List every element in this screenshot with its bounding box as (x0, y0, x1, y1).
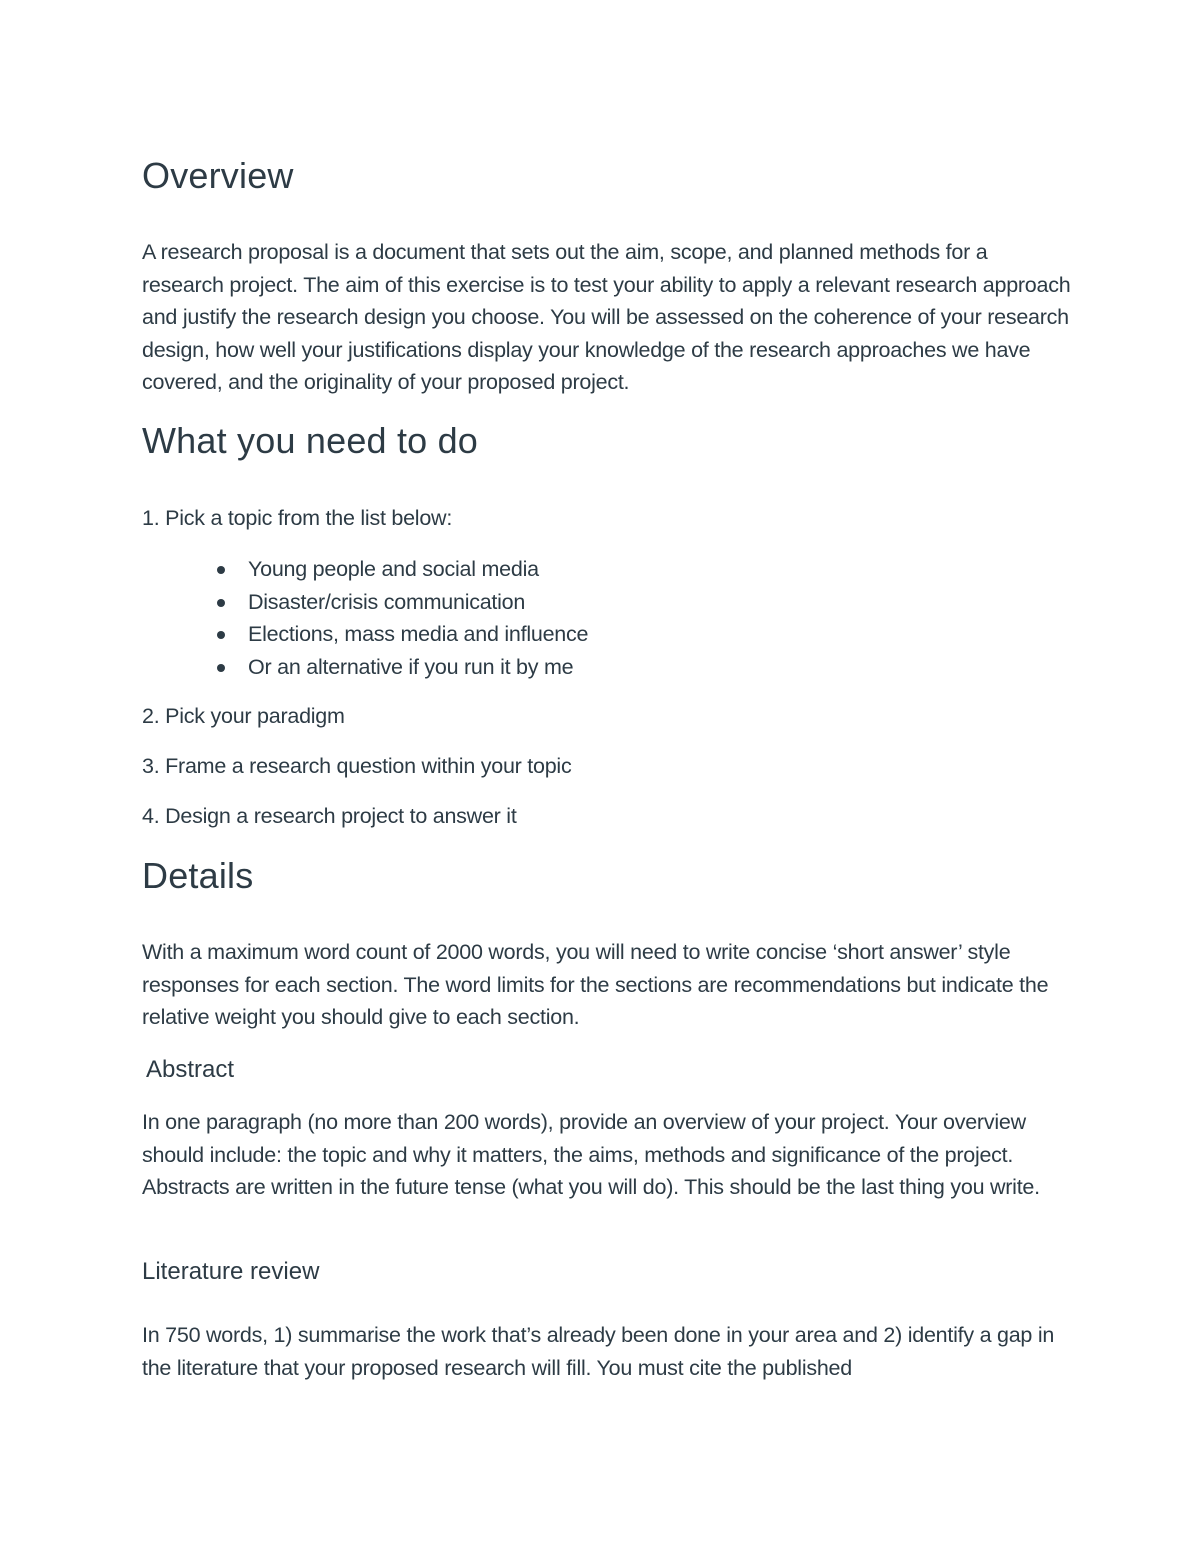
topic-label: Elections, mass media and influence (248, 622, 589, 646)
step-3: 3. Frame a research question within your topic (142, 754, 572, 778)
step-1: 1. Pick a topic from the list below: (142, 506, 453, 530)
bullet-icon (217, 566, 225, 574)
topic-item (248, 618, 588, 651)
details-paragraph: With a maximum word count of 2000 words, you will need to write concise ‘short answer’ style responses for each section. The word limits for the sections are recommendations but indicate the relative weight you should give to each section. (142, 940, 1049, 1029)
topic-label: Disaster/crisis communication (248, 589, 526, 614)
what-you-need-to-do-heading: What you need to do (142, 420, 479, 461)
details-heading: Details (142, 855, 254, 896)
literature-review-heading: Literature review (142, 1258, 320, 1285)
topic-item (248, 651, 588, 684)
overview-paragraph: A research proposal is a document that sets out the aim, scope, and planned methods for a research project. The aim of this exercise is to test your ability to apply a relevant research approach and justify the research design you choose. You will be assessed on the coherence of your research design, how well your justifications display your knowledge of the research approaches we have covered, and the originality of your proposed project. (142, 240, 1071, 394)
topic-list (248, 553, 588, 683)
bullet-icon (217, 631, 225, 639)
bullet-icon (217, 664, 225, 672)
topic-item (248, 553, 588, 586)
bullet-icon (217, 599, 225, 607)
topic-item (248, 586, 588, 619)
abstract-paragraph: In one paragraph (no more than 200 words), provide an overview of your project. Your overview should include: the topic and why it matters, the aims, methods and significance of the project. Abstracts are written in the future tense (what you will do). This should be the last thing you write. (142, 1110, 1040, 1199)
literature-review-paragraph: In 750 words, 1) summarise the work that’s already been done in your area and 2) identify a gap in the literature that your proposed research will fill. You must cite the published (142, 1323, 1055, 1380)
step-4: 4. Design a research project to answer it (142, 804, 517, 828)
topic-label: Young people and social media (248, 557, 539, 581)
step-2: 2. Pick your paradigm (142, 704, 345, 728)
abstract-heading: Abstract (146, 1056, 235, 1083)
topic-label: Or an alternative if you run it by me (248, 654, 574, 679)
overview-heading: Overview (142, 155, 294, 196)
